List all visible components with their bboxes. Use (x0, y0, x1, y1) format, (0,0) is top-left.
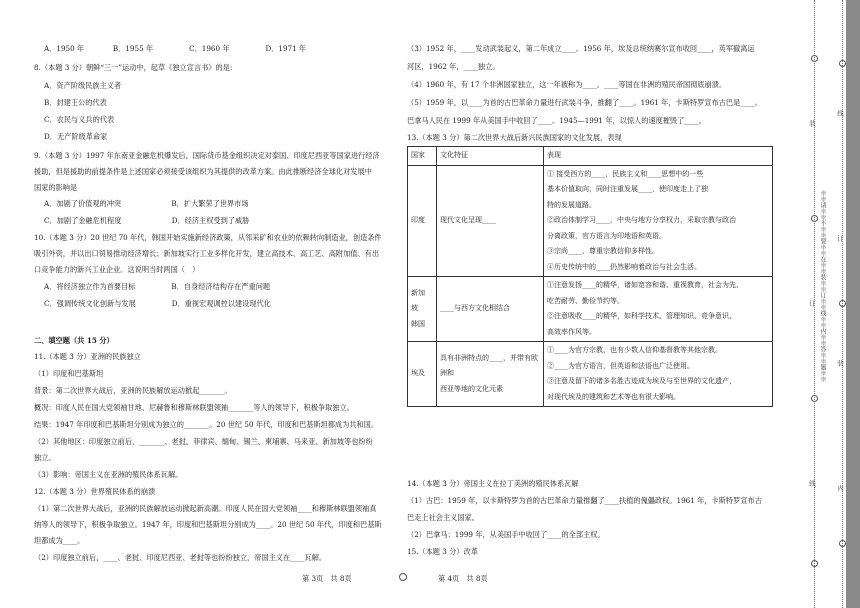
table-header-row (408, 147, 773, 166)
text-line: A．加剧了价值观的冲突 B．扩大繁荣了世界市场 (44, 199, 249, 208)
table-header-cell: 文化特征 (437, 147, 544, 166)
text-line: 口竞争能力的新兴工业企业。这说明当时两国（ ） (34, 265, 200, 274)
detail-line: 吃苦耐劳、勤俭节约等。 (547, 296, 624, 305)
text-line: 9.（本题 3 分）1997 年东南亚金融危机爆发后，国际货币基金组织决定对泰国、印度尼西亚等国家进行经济 (34, 151, 380, 160)
text-line: （1）第二次世界大战后，亚洲的民族解放运动掀起新高潮。印度人民在国大党领袖____和穆斯林联盟领袖真 (34, 504, 377, 513)
detail-line: ① 接受西方的____，民族主义和____思想中的一些 (547, 169, 704, 178)
binding-hole-icon (839, 60, 846, 67)
binding-hole-icon (811, 560, 818, 567)
text-line: （3）1952 年，____发动武装起义，第二年成立____。1956 年，埃及总统纳赛尔宣布收回____，英军撤离运 (407, 44, 755, 53)
table-row (408, 277, 773, 342)
text-line: 15.（本题 3 分）改革 (407, 547, 478, 556)
country-cell: 印度 (408, 165, 437, 277)
table-header-cell: 表现 (544, 147, 773, 166)
detail-line: ④历史传统中的____仍然影响着政治与社会生活。 (547, 262, 701, 271)
text-line: 结果：1947 年印度和巴基斯坦分别成为独立的_______。20 世纪 50 年代，印度和巴基斯坦都成为共和国。 (34, 420, 379, 429)
country-cell: 埃及 (408, 342, 437, 407)
binding-mark: 线 (836, 110, 844, 117)
text-line: （3）影响：帝国主义在亚洲的殖民体系瓦解。 (34, 470, 183, 479)
text-line: A．资产阶级民族主义者 (44, 81, 122, 90)
text-line: 河区，1962 年，____独立。 (407, 62, 500, 71)
center-circle-icon (399, 573, 407, 581)
text-line: 概况：印度人民在国大党领袖甘地、尼赫鲁和穆斯林联盟领袖_______等人的领导下，积极争取独立。 (34, 403, 354, 412)
binding-mark: 装 (836, 360, 844, 367)
text-line: （4）1960 年，有 17 个非洲国家独立，这一年被称为____。____等国在非洲的殖民帝国彻底崩溃。 (407, 80, 727, 89)
text-line: C．强调传统文化创新与发展 D．重视宏观调控以建设现代化 (44, 299, 271, 308)
text-line: 巴拿马人民在 1999 年从美国手中收回了____。1945—1991 年，以惊人的速度摧毁了____。 (407, 116, 706, 125)
text-line: D．无产阶级革命家 (44, 132, 108, 141)
detail-line: ①____为官方宗教，也有少数人信仰基督教等其他宗教。 (547, 346, 722, 354)
table-header-cell: 国家 (408, 147, 437, 166)
feature-cell: 现代文化呈现____ (437, 165, 544, 277)
text-line: （2）其他地区：印度独立前后，_______、老挝、菲律宾、缅甸、锡兰、柬埔寨、马来亚、新加坡等也纷纷 (34, 437, 373, 446)
detail-line: ②注意吸收____的精华，如科学技术、管理知识、竞争意识、 (547, 312, 736, 320)
detail-line: ③宗尚____，尊重宗教信仰多样性。 (547, 247, 659, 255)
text-line: C．农民与义兵的代表 (44, 115, 115, 124)
detail-cell (544, 165, 773, 277)
text-line: A．1950 年 B．1955 年 C．1960 年 D．1971 年 (44, 44, 307, 53)
binding-notice: ※※请※※不※※要※※在※※装※※订※※线※※内※※答※※题※※ (819, 190, 826, 382)
text-line: 11.（本题 3 分）亚洲的民族独立 (34, 352, 141, 361)
detail-cell (544, 277, 773, 342)
text-line: （1）印度和巴基斯坦 (34, 369, 104, 378)
text-line: （2）巴拿马：1999 年，从美国手中收回了____的全部主权。 (407, 530, 605, 539)
binding-mark: 订 (836, 235, 844, 242)
binding-mark: 订 (808, 300, 816, 307)
detail-line: 基本价值取向，同时注重发展____，使印度走上了独 (547, 185, 708, 193)
text-line: 二、填空题（共 15 分） (34, 336, 114, 345)
detail-line: 特的发展道路。 (547, 200, 596, 209)
text-line: 纳等人的领导下，积极争取独立。1947 年，印度和巴基斯坦分别成为____。20 世纪 50 年代，印度和巴基斯 (34, 520, 382, 529)
text-line: 独立。 (34, 453, 56, 462)
detail-line: ②____为官方语言，但英语和法语也广泛使用。 (547, 361, 694, 370)
text-line: 13.（本题 3 分）第二次世界大战后新兴民族国家的文化发展，表现 (407, 133, 622, 142)
binding-hole-icon (839, 540, 846, 547)
binding-hole-icon (811, 215, 818, 222)
text-line: 国家的影响是 (34, 183, 78, 192)
detail-line: 高效率作风等。 (547, 327, 596, 336)
text-line: A．将经济独立作为首要目标 B．自身经济结构存在严重问题 (44, 282, 271, 291)
table-row (408, 165, 773, 277)
text-line: 巴走上社会主义国家。 (407, 513, 479, 522)
page-number-left: 第 3页 共 8页 (302, 574, 352, 583)
text-line: 12.（本题 3 分）世界殖民体系的崩溃 (34, 487, 156, 496)
detail-line: ①注意发扬____的精华，诸如宽容和谐、重视教育，社会为先、 (547, 281, 743, 289)
culture-table (407, 146, 773, 407)
binding-hole-icon (811, 55, 818, 62)
text-line: 吸引外资，并以出口贸易推动经济增长；新加坡实行工业多样化开发，建立高技术、高工艺、高附加值、有出 (34, 249, 380, 258)
page-number-right: 第 4页 共 8页 (438, 574, 488, 583)
detail-line: ②政治体制学习____，中央与地方分享权力，采取宗教与政治 (547, 216, 736, 224)
detail-line: ③注意及留下的诸多名胜古迹成为埃及与至世界的文化遗产， (547, 377, 736, 385)
text-line: 10.（本题 3 分）20 世纪 70 年代，韩国开始实施新经济政策，从邻采矿和农业的依赖转向制造业，创造条件 (34, 233, 382, 242)
detail-line: 对现代埃及的建筑和艺术等也有很大影响。 (547, 392, 680, 401)
text-line: B．封建王公的代表 (44, 98, 107, 107)
text-line: （5）1959 年，以____为首的古巴革命力量进行武装斗争，推翻了____。1961 年，卡斯特罗宣布古巴是____。 (407, 98, 762, 107)
text-line: （1）古巴：1959 年，以卡斯特罗为首的古巴革命力量推翻了____扶植的傀儡政权。1961 年，卡斯特罗宣布古 (407, 496, 762, 505)
detail-cell (544, 342, 773, 407)
feature-cell: 具有非洲特点的____，并带有欧洲和 西亚等地的文化元素 (437, 342, 544, 407)
feature-cell: ____与西方文化相结合 (437, 277, 544, 342)
text-line: 坦都成为____。 (34, 536, 85, 545)
text-line: 背景：第二次世界大战后，亚洲的民族解放运动掀起_______。 (34, 386, 232, 395)
country-cell: 新加 坡 韩国 (408, 277, 437, 342)
binding-mark: 装 (808, 120, 816, 127)
binding-hole-icon (839, 300, 846, 307)
table-row (408, 342, 773, 407)
text-line: 14.（本题 3 分）帝国主义在拉丁美洲的殖民体系瓦解 (407, 479, 579, 488)
binding-hole-icon (811, 395, 818, 402)
text-line: 8.（本题 3 分）朝鲜“三一”运动中，起草《独立宣言书》的是: (34, 63, 233, 72)
binding-gray-strip (846, 0, 860, 608)
text-line: C．加剧了金融危机程度 D．经济主权受到了威胁 (44, 216, 250, 225)
detail-line: 分离政策，官方语言为印地语和英语。 (547, 231, 666, 240)
binding-mark: 线 (808, 480, 816, 487)
text-line: 援助，但是援助的前提条件是上述国家必须接受该组织为其提供的改革方案。由此推断经济全球化对发展中 (34, 167, 372, 176)
binding-margin (806, 0, 860, 608)
binding-mark: 内 (836, 485, 844, 492)
text-line: （2）印度独立前后，____、老挝、印度尼西亚、老挝等也纷纷独立，帝国主义在____瓦解。 (34, 553, 327, 562)
